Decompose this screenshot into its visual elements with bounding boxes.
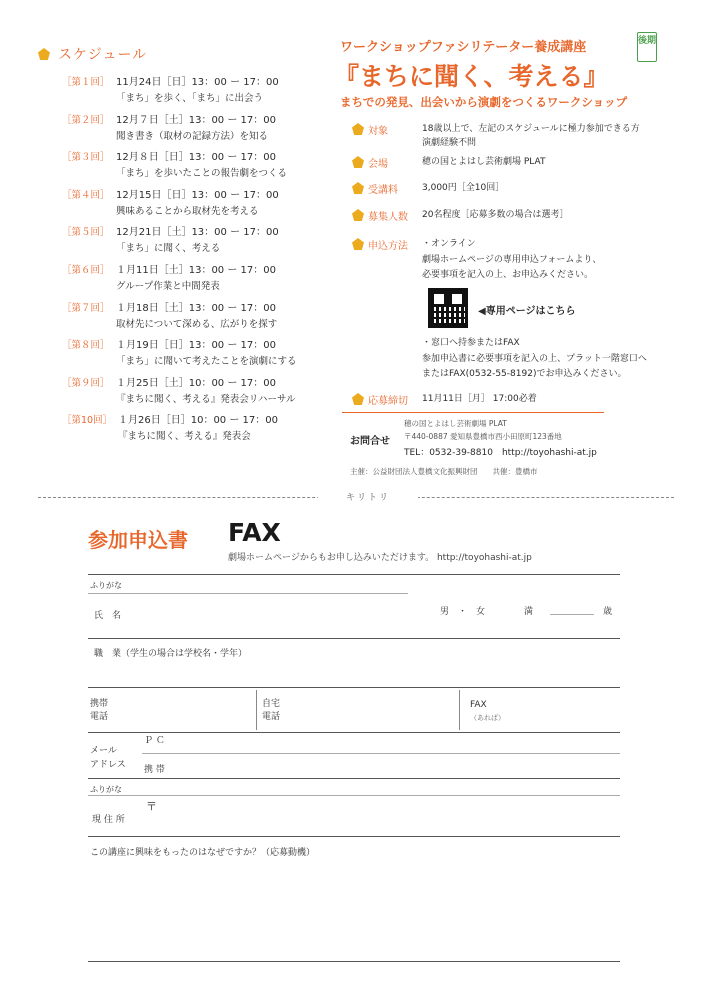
session-desc: 「まち」に聞いて考えたことを演劇にする <box>116 356 297 368</box>
info-target: 対象 18歳以上で、左記のスケジュールに極力参加できる方 演劇経験不問 <box>352 122 422 136</box>
session-date: １月19日［日］13：00 ー 17：00 <box>116 340 276 352</box>
session-item <box>38 226 338 264</box>
motivation-field-bottom[interactable] <box>88 961 620 962</box>
info-fee: 受講料 3,000円［全10回］ <box>352 181 422 195</box>
mobile-phone-label: 携帯 電話 <box>90 699 109 722</box>
qr-caption: ◀専用ページはこちら <box>478 306 576 317</box>
email-label: メール アドレス <box>90 746 126 770</box>
age-suffix: 歳 <box>603 607 613 617</box>
furigana2-field[interactable] <box>88 795 620 796</box>
age-field[interactable] <box>550 614 594 615</box>
cut-label: キリトリ <box>318 490 418 503</box>
session-desc: 聞き書き（取材の記録方法）を知る <box>116 130 269 142</box>
form-rule <box>88 836 620 837</box>
pentagon-bullet-icon <box>352 156 364 168</box>
session-desc: 「まち」を歩く、「まち」に出会う <box>116 93 264 104</box>
pentagon-bullet-icon <box>352 182 364 194</box>
sponsor-line: 主催：公益財団法人豊橋文化振興財団 共催：豊橋市 <box>350 467 538 476</box>
form-vrule <box>459 690 460 730</box>
contact-tel-url: TEL：0532-39-8810 http://toyohashi-at.jp <box>404 448 597 458</box>
session-num: ［第５回］ <box>62 227 110 239</box>
form-rule <box>88 574 620 575</box>
info-venue: 会場 穂の国とよはし芸術劇場 PLAT <box>352 155 422 169</box>
schedule-section <box>38 44 338 452</box>
info-deadline: 応募締切 11月11日［月］ 17:00必着 <box>352 392 422 406</box>
session-desc: 「まち」に聞く、考える <box>116 243 221 255</box>
fax-note: （あれば） <box>470 714 505 722</box>
furigana2-label: ふりがな <box>90 785 122 794</box>
session-desc: 「まち」を歩いたことの報告劇をつくる <box>116 168 288 180</box>
info-counter: ・窓口へ持参またはFAX 参加申込書に必要事項を記入の上、プラット一階窓口へ またはFAX(0532-55-8192)でお申込みください。 <box>422 338 647 379</box>
postal-mark: 〒 <box>146 800 157 813</box>
session-item <box>38 377 338 415</box>
session-date: 12月15日［日］13：00 ー 17：00 <box>116 189 279 201</box>
pc-label: Ｐ Ｃ <box>144 736 165 746</box>
tagline: まちでの発見、出会いから演劇をつくるワークショップ <box>340 95 628 109</box>
mobile-email-label: 携 帯 <box>144 765 165 775</box>
session-item <box>38 151 338 189</box>
session-item <box>38 264 338 302</box>
session-num: ［第４回］ <box>62 189 110 201</box>
session-desc: 『まちに聞く、考える』発表会リハーサル <box>116 393 296 405</box>
session-num: ［第２回］ <box>62 114 110 126</box>
fax-number: FAX <box>228 518 281 547</box>
session-desc: 興味あることから取材先を考える <box>116 205 259 217</box>
term-badge: 後期 <box>637 32 657 62</box>
session-list <box>38 76 338 452</box>
session-item <box>38 76 338 114</box>
session-item <box>38 114 338 152</box>
page-title: 『まちに聞く、考える』 <box>334 62 609 91</box>
pentagon-bullet-icon <box>352 209 364 221</box>
name-label: 氏 名 <box>94 611 122 621</box>
info-method: 申込方法 ・オンライン 劇場ホームページの専用申込フォームより、 必要事項を記入の上、お申込みください。 <box>352 237 422 251</box>
session-num: ［第７回］ <box>62 302 110 314</box>
form-rule <box>88 687 620 688</box>
session-num: ［第８回］ <box>62 340 110 352</box>
session-item <box>38 189 338 227</box>
form-note: 劇場ホームページからもお申し込みいただけます。 http://toyohashi-at.jp <box>228 553 532 563</box>
info-capacity: 募集人数 20名程度［応募多数の場合は選考］ <box>352 208 422 222</box>
furigana-field[interactable] <box>88 593 408 594</box>
furigana-label: ふりがな <box>90 581 122 590</box>
session-desc: 『まちに聞く、考える』発表会 <box>118 431 251 443</box>
form-rule <box>88 732 620 733</box>
pentagon-bullet-icon <box>352 238 364 250</box>
pc-email-field[interactable] <box>142 753 620 754</box>
form-rule <box>88 638 620 639</box>
session-date: １月11日［土］13：00 ー 17：00 <box>116 264 276 276</box>
fax-label: FAX <box>470 700 487 710</box>
session-num: ［第10回］ <box>62 415 113 427</box>
session-date: 12月８日［日］13：00 ー 17：00 <box>116 152 276 164</box>
contact-address: 〒440-0887 愛知県豊橋市西小田原町123番地 <box>404 432 562 441</box>
schedule-heading: スケジュール <box>38 44 338 64</box>
session-num: ［第９回］ <box>62 377 110 389</box>
session-desc: 取材先について深める、広がりを探す <box>116 318 278 330</box>
age-prefix: 満 <box>524 607 534 617</box>
motivation-label: この講座に興味をもったのはなぜですか？（応募動機） <box>90 848 316 858</box>
session-item <box>38 414 338 452</box>
occupation-label: 職 業（学生の場合は学校名・学年） <box>94 649 248 659</box>
contact-name: 穂の国とよはし芸術劇場 PLAT <box>404 419 507 428</box>
pentagon-bullet-icon <box>352 123 364 135</box>
session-date: １月26日［日］10：00 ー 17：00 <box>118 415 278 427</box>
session-item <box>38 302 338 340</box>
form-rule <box>88 778 620 779</box>
session-date: 12月21日［土］13：00 ー 17：00 <box>116 227 279 239</box>
session-date: １月25日［土］10：00 ー 17：00 <box>116 377 276 389</box>
qr-code[interactable] <box>428 288 468 328</box>
address-label: 現 住 所 <box>92 815 125 825</box>
sex-select[interactable]: 男 ・ 女 <box>440 607 486 617</box>
session-date: 12月７日［土］13：00 ー 17：00 <box>116 114 276 126</box>
contact-label: お問合せ <box>350 436 390 447</box>
session-date: １月18日［土］13：00 ー 17：00 <box>116 302 276 314</box>
course-name: ワークショップファシリテーター養成講座 <box>340 40 587 55</box>
pentagon-bullet-icon <box>352 393 364 405</box>
session-num: ［第３回］ <box>62 152 110 164</box>
session-item <box>38 339 338 377</box>
session-num: ［第６回］ <box>62 264 110 276</box>
home-phone-label: 自宅 電話 <box>262 699 281 722</box>
pentagon-bullet-icon <box>38 48 50 60</box>
session-date: 11月24日［日］13：00 ー 17：00 <box>116 77 279 88</box>
session-desc: グループ作業と中間発表 <box>116 280 220 292</box>
divider <box>342 412 604 413</box>
cut-line <box>38 490 674 504</box>
form-vrule <box>256 690 257 730</box>
session-num: ［第１回］ <box>62 77 110 88</box>
form-title: 参加申込書 <box>88 528 188 552</box>
